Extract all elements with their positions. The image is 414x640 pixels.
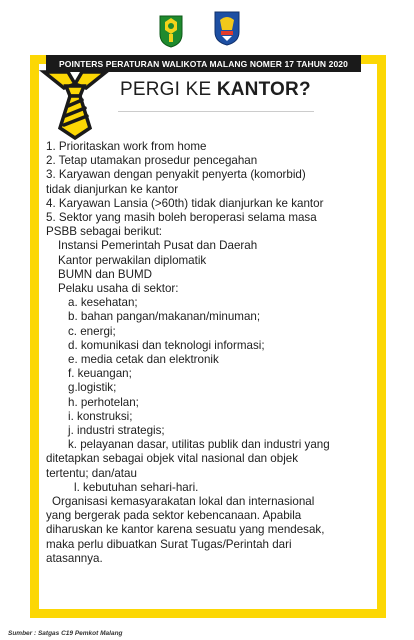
list-item: maka perlu dibuatkan Surat Tugas/Perintah dari <box>46 537 292 551</box>
source-credit: Sumber : Satgas C19 Pemkot Malang <box>8 630 123 637</box>
list-item: c. energi; <box>68 324 116 338</box>
title-emphasis: KANTOR? <box>216 79 311 100</box>
list-item: Pelaku usaha di sektor: <box>58 282 179 296</box>
list-item: j. industri strategis; <box>68 424 165 438</box>
list-item: Organisasi kemasyarakatan lokal dan internasional <box>52 495 315 509</box>
list-item: yang bergerak pada sektor kebencanaan. Apabila <box>46 509 302 523</box>
list-item: BUMN dan BUMD <box>58 267 153 281</box>
list-item: k. pelayanan dasar, utilitas publik dan industri yang <box>68 438 330 452</box>
list-item: 5. Sektor yang masih boleh beroperasi selama masa <box>46 211 317 225</box>
list-item: ditetapkan sebagai objek vital nasional dan objek <box>46 452 299 466</box>
list-item: 4. Karyawan Lansia (>60th) tidak dianjurkan ke kantor <box>46 196 324 210</box>
list-item: tidak dianjurkan ke kantor <box>46 182 179 196</box>
list-item: g.logistik; <box>68 381 117 395</box>
list-item: h. perhotelan; <box>68 395 139 409</box>
list-item: Instansi Pemerintah Pusat dan Daerah <box>58 239 258 253</box>
list-item: 1. Prioritaskan work from home <box>46 140 207 153</box>
necktie-icon <box>38 62 112 140</box>
list-item: 3. Karyawan dengan penyakit penyerta (komorbid) <box>46 168 306 182</box>
list-item: a. kesehatan; <box>68 296 138 310</box>
list-item: d. komunikasi dan teknologi informasi; <box>68 338 265 352</box>
list-item: i. konstruksi; <box>68 409 133 423</box>
jawa-timur-emblem-icon <box>212 10 242 46</box>
list-item: PSBB sebagai berikut: <box>46 225 163 239</box>
title-prefix: PERGI KE <box>120 79 217 100</box>
malang-city-emblem-icon <box>158 14 184 48</box>
title-banner: POINTERS PERATURAN WALIKOTA MALANG NOMER 17 TAHUN 2020 <box>46 55 361 72</box>
list-item: e. media cetak dan elektronik <box>68 353 219 367</box>
list-item: diharuskan ke kantor karena sesuatu yang mendesak, <box>46 523 325 537</box>
list-item: atasannya. <box>46 551 103 565</box>
list-item: l. kebutuhan sehari-hari. <box>74 480 199 494</box>
title-underline <box>118 111 314 112</box>
list-item: b. bahan pangan/makanan/minuman; <box>68 310 261 324</box>
list-item: Kantor perwakilan diplomatik <box>58 253 207 267</box>
list-item: tertentu; dan/atau <box>46 466 137 480</box>
list-item: f. keuangan; <box>68 367 132 381</box>
list-item: 2. Tetap utamakan prosedur pencegahan <box>46 154 258 168</box>
pointer-list <box>46 140 382 566</box>
page-title <box>120 79 311 101</box>
